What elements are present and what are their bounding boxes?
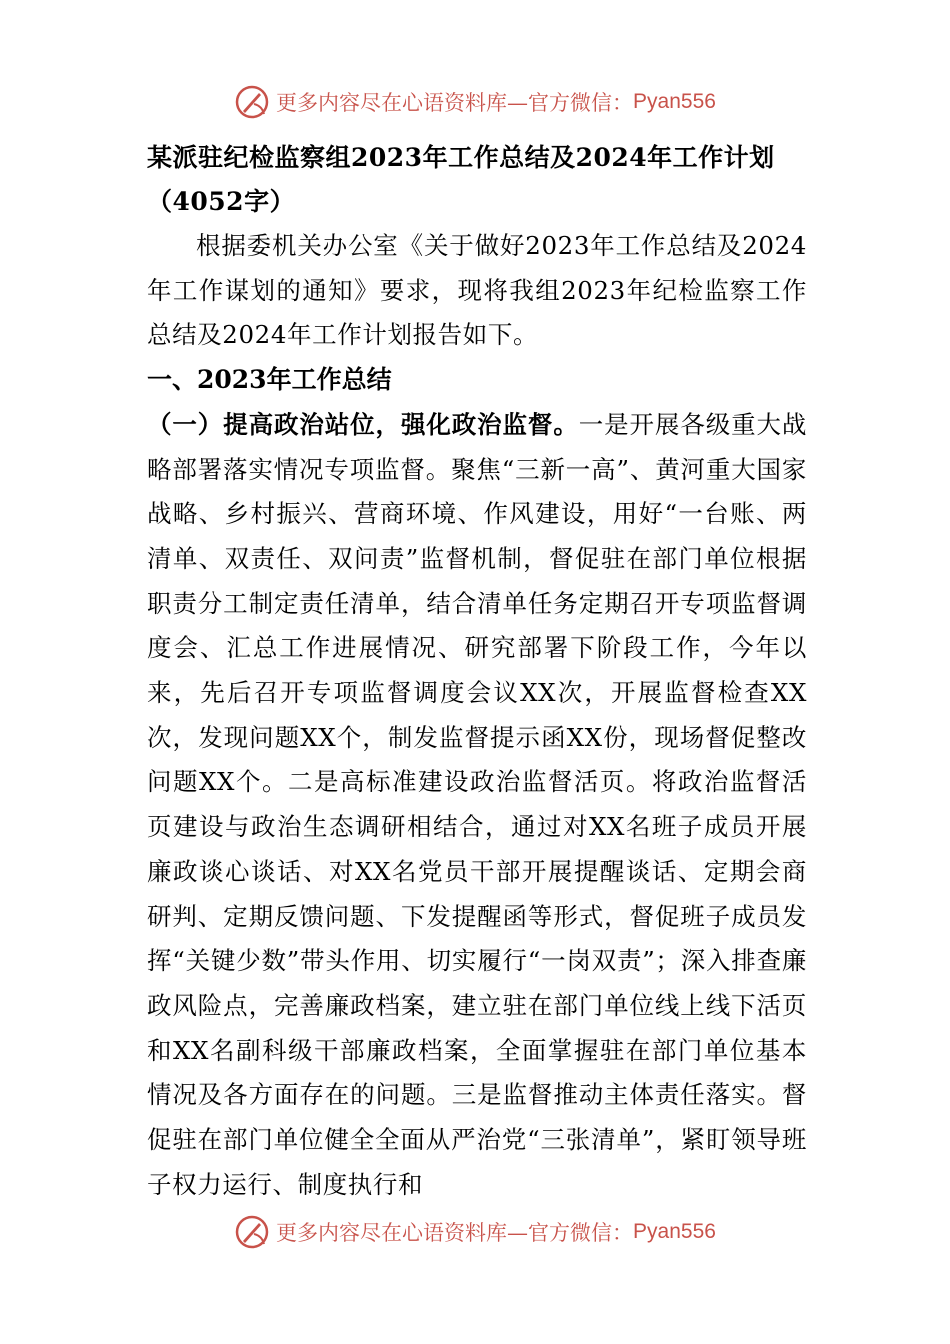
intro-paragraph: 根据委机关办公室《关于做好2023年工作总结及2024年工作谋划的通知》要求，现将我组2023年纪检监察工作总结及2024年工作计划报告如下。 [147,231,807,350]
banner-brand: Pyan556 [633,90,716,113]
quill-logo-icon [234,1214,270,1250]
subsection-lead: （一）提高政治站位，强化政治监督。 [147,409,579,439]
top-watermark-banner [0,80,950,124]
banner-brand: Pyan556 [633,1220,716,1243]
document-body [147,136,807,1207]
document-title: 某派驻纪检监察组2023年工作总结及2024年工作计划（4052字） [147,143,775,216]
banner-text: 更多内容尽在心语资料库—官方微信： [276,1221,634,1245]
bottom-watermark-banner [0,1210,950,1254]
quill-logo-icon [234,84,270,120]
subsection-paragraph [147,403,807,1208]
subsection-body: 一是开展各级重大战略部署落实情况专项监督。聚焦“三新一高”、黄河重大国家战略、乡村振兴、营商环境、作风建设，用好“一台账、两清单、双责任、双问责”监督机制，督促驻在部门单位根据职责分工制定责任清单，结合清单任务定期召开专项监督调度会、汇总工作进展情况、研究部署下阶段工作，今年以来，先后召开专项监督调度会议XX次，开展监督检查XX次，发现问题XX个，制发监督提示函XX份，现场督促整改问题XX个。二是高标准建设政治监督活页。将政治监督活页建设与政治生态调研相结合，通过对XX名班子成员开展廉政谈心谈话、对XX名党员干部开展提醒谈话、定期会商研判、定期反馈问题、下发提醒函等形式，督促班子成员发挥“关键少数”带头作用、切实履行“一岗双责”；深入排查廉政风险点，完善廉政档案，建立驻在部门单位线上线下活页和XX名副科级干部廉政档案，全面掌握驻在部门单位基本情况及各方面存在的问题。三是监督推动主体责任落实。督促驻在部门单位健全全面从严治党“三张清单”，紧盯领导班子权力运行、制度执行和 [147,409,807,1199]
banner-text: 更多内容尽在心语资料库—官方微信： [276,91,634,115]
section-heading: 一、2023年工作总结 [147,365,392,395]
